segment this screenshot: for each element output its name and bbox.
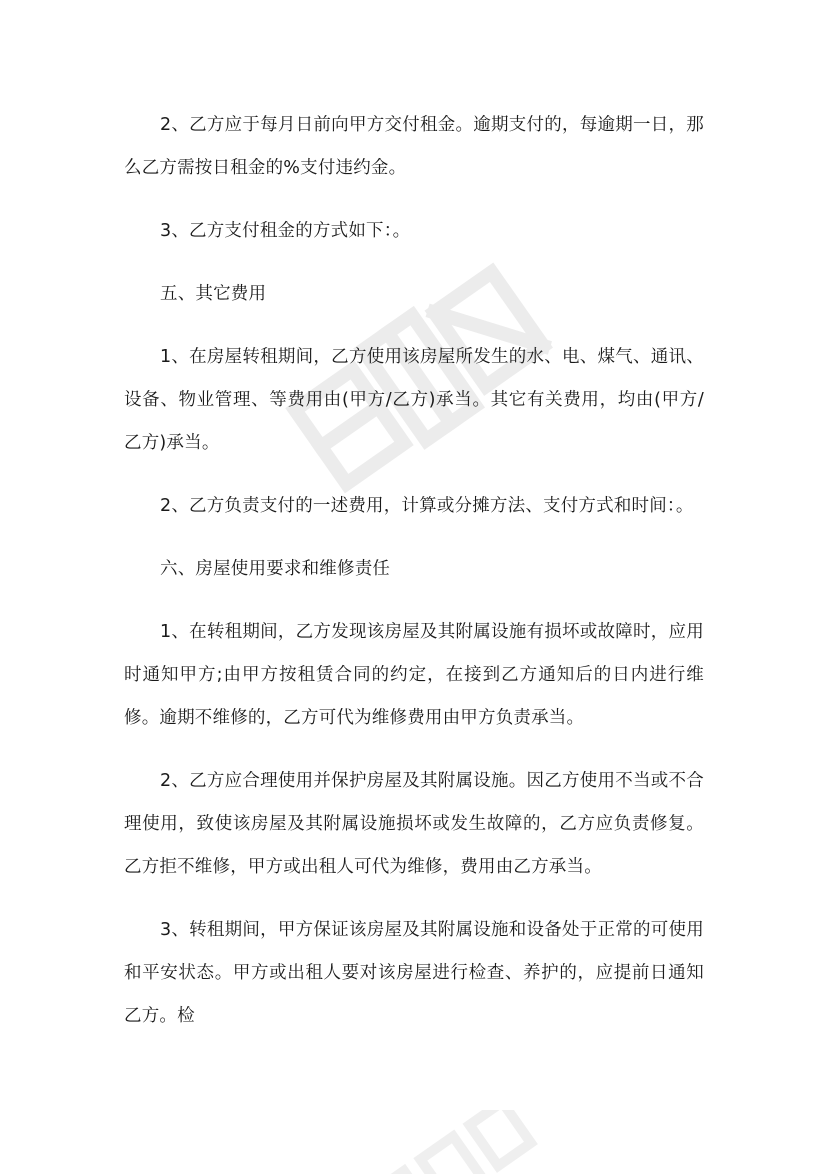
- paragraph: 1、在转租期间，乙方发现该房屋及其附属设施有损坏或故障时，应用时通知甲方;由甲方按租赁合同的约定，在接到乙方通知后的日内进行维修。逾期不维修的，乙方可代为维修费用由甲方负责承当。: [124, 622, 704, 728]
- paragraph: 1、在房屋转租期间，乙方使用该房屋所发生的水、电、煤气、通讯、设备、物业管理、等费用由(甲方/乙方)承当。其它有关费用，均由(甲方/乙方)承当。: [124, 347, 704, 453]
- paragraph: 2、乙方负责支付的一述费用，计算或分摊方法、支付方式和时间：。: [160, 496, 694, 516]
- paragraph: 2、乙方应合理使用并保护房屋及其附属设施。因乙方使用不当或不合理使用，致使该房屋及其附属设施损坏或发生故障的，乙方应负责修复。乙方拒不维修，甲方或出租人可代为维修，费用由乙方承当。: [124, 771, 704, 877]
- document-body: [124, 104, 704, 1058]
- paragraph: 3、乙方支付租金的方式如下：。: [160, 221, 411, 241]
- section-heading: 五、其它费用: [160, 284, 267, 304]
- watermark-bottom-icon: [340, 1110, 540, 1174]
- paragraph: 2、乙方应于每月日前向甲方交付租金。逾期支付的，每逾期一日，那么乙方需按日租金的%支付违约金。: [124, 115, 704, 178]
- section-heading: 六、房屋使用要求和维修责任: [160, 559, 391, 579]
- paragraph: 3、转租期间，甲方保证该房屋及其附属设施和设备处于正常的可使用和平安状态。甲方或出租人要对该房屋进行检查、养护的，应提前日通知乙方。检: [124, 920, 704, 1026]
